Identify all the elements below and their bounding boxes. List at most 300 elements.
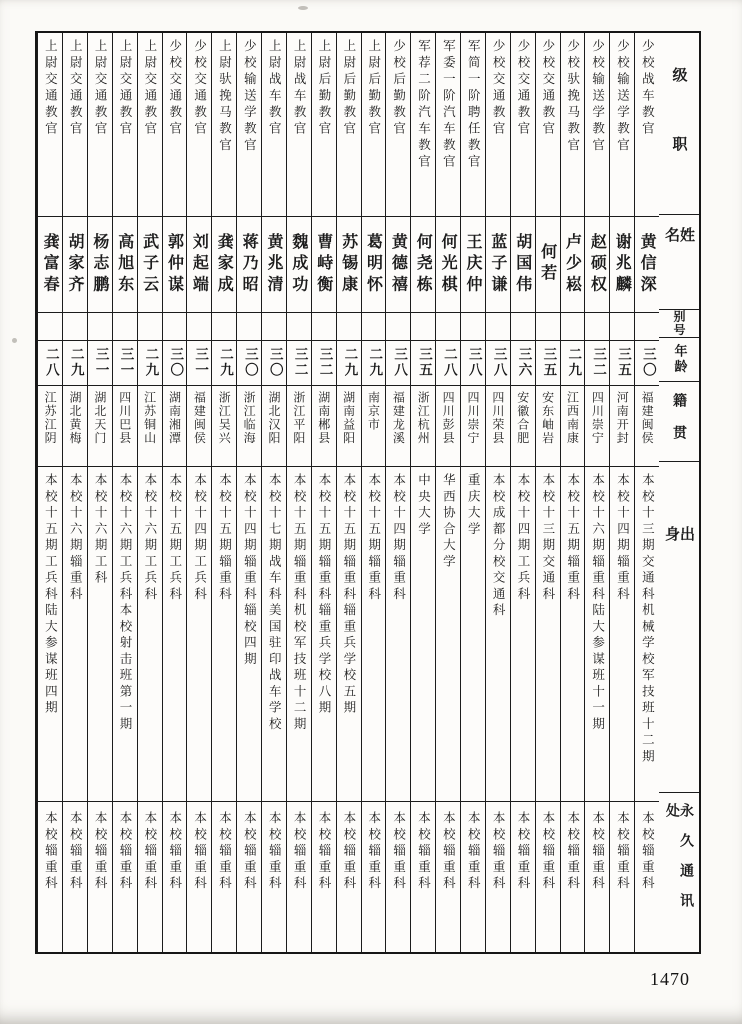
person-native-place: 浙江吴兴 [217,391,232,445]
person-native-place: 湖北天门 [92,391,107,445]
person-age: 三五 [415,347,432,379]
person-column [87,33,112,952]
person-native-place-cell [386,386,410,467]
person-column [336,33,361,952]
person-contact: 本校辎重科 [43,811,59,893]
person-name-cell [511,217,535,313]
person-age-cell [561,341,585,386]
person-name: 谢兆麟 [613,232,633,297]
person-contact: 本校辎重科 [242,811,258,893]
person-age: 三〇 [266,347,283,379]
person-name-cell [610,217,634,313]
person-native-place-cell [212,386,236,467]
person-name-cell [63,217,87,313]
person-origin: 本校十四期工兵科 [515,473,531,603]
scan-speck [12,338,17,343]
person-contact: 本校辎重科 [416,811,432,893]
person-rank: 上尉战车教官 [292,39,308,138]
person-contact-cell [536,802,560,952]
person-origin-cell [635,467,659,802]
person-contact: 本校辎重科 [316,811,332,893]
person-name: 黄兆清 [264,232,284,297]
person-native-place-cell [461,386,485,467]
person-origin: 本校十六期辎重科 [68,473,84,603]
person-name: 高旭东 [115,232,135,297]
person-rank-cell [138,33,162,217]
person-column [361,33,386,952]
person-origin: 本校十五期工兵科陆大参谋班四期 [43,473,59,717]
person-contact: 本校辎重科 [292,811,308,893]
scan-speck [298,6,308,10]
person-name-cell [635,217,659,313]
person-origin: 华西协合大学 [441,473,457,571]
person-alias-cell [486,313,510,341]
person-age: 二九 [341,347,358,379]
person-rank-cell [436,33,460,217]
person-column [236,33,261,952]
person-age: 三一 [92,347,109,379]
person-contact: 本校辎重科 [466,811,482,893]
person-native-place-cell [262,386,286,467]
person-contact-cell [436,802,460,952]
person-name: 卢少崧 [563,232,583,297]
person-native-place-cell [561,386,585,467]
person-name-cell [262,217,286,313]
person-origin: 本校十六期工兵科本校射击班第一期 [117,473,133,733]
person-name-cell [212,217,236,313]
person-contact-cell [113,802,137,952]
person-rank-cell [212,33,236,217]
person-age-cell [113,341,137,386]
person-native-place: 四川崇宁 [590,391,605,445]
person-age: 三八 [465,347,482,379]
person-age: 三二 [291,347,308,379]
person-rank: 上尉驮挽马教官 [217,39,233,155]
person-rank: 上尉战车教官 [267,39,283,138]
person-rank: 上尉交通教官 [117,39,133,138]
person-contact: 本校辎重科 [117,811,133,893]
person-native-place-cell [635,386,659,467]
person-age-cell [436,341,460,386]
person-origin: 本校十四期辎重科辎校四期 [242,473,258,668]
header-name-label: 姓名 [663,226,696,271]
person-contact-cell [461,802,485,952]
person-rank: 少校交通教官 [491,39,507,138]
header-age-label: 年龄 [671,343,687,375]
person-rank-cell [88,33,112,217]
person-contact-cell [287,802,311,952]
person-age-cell [212,341,236,386]
person-rank: 上尉交通教官 [142,39,158,138]
person-rank: 少校交通教官 [167,39,183,138]
person-name-cell [536,217,560,313]
person-column [37,33,62,952]
person-name: 武子云 [140,232,160,297]
person-name-cell [585,217,609,313]
person-age: 三五 [614,347,631,379]
person-contact: 本校辎重科 [540,811,556,893]
person-origin: 本校十五期辎重科机校军技班十二期 [292,473,308,733]
person-origin-cell [386,467,410,802]
person-name-cell [461,217,485,313]
person-native-place-cell [88,386,112,467]
person-rank-cell [486,33,510,217]
person-age-cell [337,341,361,386]
person-contact: 本校辎重科 [93,811,109,893]
person-contact-cell [411,802,435,952]
table-header-column [659,33,699,952]
person-age-cell [287,341,311,386]
person-age: 二九 [366,347,383,379]
person-age-cell [511,341,535,386]
person-origin: 本校十六期工兵科 [142,473,158,603]
person-age: 三八 [391,347,408,379]
person-age-cell [38,341,62,386]
person-native-place: 江西南康 [565,391,580,445]
person-rank: 上尉后勤教官 [316,39,332,138]
person-rank-cell [163,33,187,217]
personnel-table [35,31,701,954]
person-native-place-cell [63,386,87,467]
person-rank: 军荐二阶汽车教官 [416,39,432,171]
person-native-place: 湖北汉阳 [266,391,281,445]
person-native-place: 湖南益阳 [341,391,356,445]
header-native-place-label: 籍贯 [671,393,687,458]
header-alias [659,310,699,338]
person-native-place: 湖北黄梅 [67,391,82,445]
person-contact-cell [635,802,659,952]
person-contact-cell [163,802,187,952]
person-contact-cell [38,802,62,952]
person-column [286,33,311,952]
person-age-cell [237,341,261,386]
person-native-place: 四川巴县 [117,391,132,445]
header-native-place [659,382,699,462]
person-native-place: 四川荣县 [490,391,505,445]
person-contact-cell [486,802,510,952]
person-alias-cell [386,313,410,341]
person-native-place-cell [337,386,361,467]
person-origin: 本校十五期辎重科 [366,473,382,603]
person-contact-cell [386,802,410,952]
person-name-cell [337,217,361,313]
person-age-cell [610,341,634,386]
person-origin: 本校十五期辎重科辎重兵学校八期 [316,473,332,717]
person-name: 曹峙衡 [314,232,334,297]
person-origin-cell [113,467,137,802]
person-origin-cell [163,467,187,802]
person-rank-cell [312,33,336,217]
person-age-cell [411,341,435,386]
person-contact-cell [312,802,336,952]
person-age: 三二 [590,347,607,379]
person-rank: 少校交通教官 [192,39,208,138]
person-origin-cell [486,467,510,802]
header-rank-label: 级职 [670,67,689,206]
person-rank-cell [362,33,386,217]
person-alias-cell [561,313,585,341]
person-name-cell [486,217,510,313]
person-column [162,33,187,952]
person-native-place: 安徽合肥 [515,391,530,445]
person-column [261,33,286,952]
person-age: 二九 [216,347,233,379]
person-origin: 本校十五期工兵科 [167,473,183,603]
person-age: 三五 [540,347,557,379]
person-alias-cell [461,313,485,341]
person-native-place: 湖南郴县 [316,391,331,445]
person-origin-cell [511,467,535,802]
person-name-cell [163,217,187,313]
person-rank: 少校输送学教官 [242,39,258,155]
person-origin-cell [536,467,560,802]
person-native-place-cell [436,386,460,467]
person-rank: 少校战车教官 [640,39,656,138]
person-column [62,33,87,952]
person-origin-cell [312,467,336,802]
person-contact: 本校辎重科 [615,811,631,893]
person-native-place-cell [287,386,311,467]
person-age: 三〇 [241,347,258,379]
person-name: 苏锡康 [339,232,359,297]
person-alias-cell [411,313,435,341]
person-rank: 军简一阶聘任教官 [466,39,482,171]
person-age-cell [163,341,187,386]
person-name: 郭仲谋 [165,232,185,297]
person-origin-cell [461,467,485,802]
person-contact: 本校辎重科 [68,811,84,893]
person-name: 胡国伟 [513,232,533,297]
person-rank-cell [461,33,485,217]
person-age-cell [585,341,609,386]
person-native-place-cell [411,386,435,467]
header-alias-label: 别号 [672,309,686,337]
person-contact-cell [585,802,609,952]
person-name: 龚富春 [41,232,61,297]
person-alias-cell [237,313,261,341]
person-name: 蓝子谦 [488,232,508,297]
person-name: 魏成功 [289,232,309,297]
person-column [535,33,560,952]
person-alias-cell [113,313,137,341]
person-alias-cell [362,313,386,341]
person-age-cell [486,341,510,386]
person-contact: 本校辎重科 [391,811,407,893]
person-native-place: 浙江杭州 [416,391,431,445]
person-name: 葛明怀 [364,232,384,297]
person-rank-cell [337,33,361,217]
person-rank-cell [386,33,410,217]
person-contact: 本校辎重科 [640,811,656,893]
person-name: 王庆仲 [463,232,483,297]
person-name-cell [113,217,137,313]
person-origin-cell [237,467,261,802]
person-native-place: 湖南湘潭 [167,391,182,445]
person-origin-cell [38,467,62,802]
person-origin-cell [337,467,361,802]
person-alias-cell [38,313,62,341]
person-column [410,33,435,952]
header-origin-label: 出身 [663,526,696,666]
person-rank-cell [610,33,634,217]
person-column [137,33,162,952]
person-name: 刘起端 [190,232,210,297]
person-column [186,33,211,952]
person-origin: 本校十四期工兵科 [192,473,208,603]
person-alias-cell [635,313,659,341]
person-rank-cell [38,33,62,217]
person-contact-cell [362,802,386,952]
person-name-cell [436,217,460,313]
person-rank-cell [187,33,211,217]
person-origin-cell [561,467,585,802]
person-rank-cell [561,33,585,217]
person-age-cell [138,341,162,386]
person-age: 二九 [142,347,159,379]
person-name: 杨志鹏 [90,232,110,297]
person-name: 何尧栋 [414,232,434,297]
person-contact: 本校辎重科 [341,811,357,893]
person-origin-cell [362,467,386,802]
person-name-cell [561,217,585,313]
person-column [634,33,659,952]
person-rank: 少校输送学教官 [615,39,631,155]
person-native-place-cell [312,386,336,467]
person-column [510,33,535,952]
person-native-place: 江苏江阴 [43,391,58,445]
header-rank [659,33,699,215]
person-native-place-cell [536,386,560,467]
person-rank-cell [262,33,286,217]
person-native-place-cell [237,386,261,467]
person-rank-cell [585,33,609,217]
person-age-cell [63,341,87,386]
person-native-place-cell [163,386,187,467]
person-column [485,33,510,952]
person-rank: 少校驮挽马教官 [565,39,581,155]
person-column [311,33,336,952]
person-alias-cell [187,313,211,341]
person-column [460,33,485,952]
page-number: 1470 [650,969,690,989]
person-age: 三〇 [167,347,184,379]
person-name-cell [362,217,386,313]
person-origin-cell [138,467,162,802]
person-rank: 上尉交通教官 [93,39,109,138]
person-contact-cell [610,802,634,952]
person-alias-cell [212,313,236,341]
person-age-cell [312,341,336,386]
person-rank: 上尉后勤教官 [341,39,357,138]
person-alias-cell [585,313,609,341]
person-contact-cell [511,802,535,952]
person-origin: 本校十六期工科 [93,473,109,587]
person-contact: 本校辎重科 [565,811,581,893]
person-alias-cell [610,313,634,341]
person-native-place: 福建闽侯 [640,391,655,445]
header-age [659,338,699,383]
person-column [435,33,460,952]
person-age-cell [635,341,659,386]
person-native-place: 南京市 [366,391,381,432]
person-origin-cell [63,467,87,802]
person-name-cell [187,217,211,313]
person-native-place-cell [113,386,137,467]
person-age-cell [362,341,386,386]
person-rank-cell [635,33,659,217]
person-name: 赵硕权 [588,232,608,297]
person-contact: 本校辎重科 [267,811,283,893]
person-age-cell [187,341,211,386]
person-column [385,33,410,952]
person-contact-cell [138,802,162,952]
person-contact-cell [212,802,236,952]
person-alias-cell [312,313,336,341]
person-native-place-cell [38,386,62,467]
person-alias-cell [138,313,162,341]
person-column [112,33,137,952]
person-rank: 少校后勤教官 [391,39,407,138]
person-name: 黄德禧 [389,232,409,297]
person-name: 何光棋 [439,232,459,297]
person-origin: 本校十四期辎重科 [391,473,407,603]
person-origin: 本校十三期交通科机械学校军技班十二期 [640,473,656,766]
person-contact: 本校辎重科 [192,811,208,893]
person-alias-cell [536,313,560,341]
header-name [659,215,699,310]
person-contact: 本校辎重科 [366,811,382,893]
person-native-place: 江苏铜山 [142,391,157,445]
person-alias-cell [262,313,286,341]
person-native-place: 安东岫岩 [540,391,555,445]
person-origin-cell [262,467,286,802]
person-alias-cell [436,313,460,341]
person-rank-cell [63,33,87,217]
person-age: 二九 [565,347,582,379]
person-age: 三〇 [639,347,656,379]
person-origin: 本校成都分校交通科 [491,473,507,620]
person-native-place-cell [138,386,162,467]
person-native-place-cell [511,386,535,467]
person-contact: 本校辎重科 [167,811,183,893]
person-age-cell [386,341,410,386]
person-origin-cell [585,467,609,802]
person-name-cell [237,217,261,313]
person-native-place: 四川彭县 [441,391,456,445]
person-origin: 本校十四期辎重科 [615,473,631,603]
header-origin [659,462,699,793]
person-contact: 本校辎重科 [590,811,606,893]
person-origin: 中央大学 [416,473,432,538]
person-rank: 上尉交通教官 [43,39,59,138]
person-age-cell [262,341,286,386]
person-contact-cell [337,802,361,952]
person-rank: 少校输送学教官 [590,39,606,155]
person-alias-cell [337,313,361,341]
person-name-cell [386,217,410,313]
person-name: 黄信深 [638,232,658,297]
person-age-cell [88,341,112,386]
person-contact: 本校辎重科 [217,811,233,893]
person-name: 龚家成 [215,232,235,297]
person-rank: 上尉后勤教官 [366,39,382,138]
person-origin: 本校十五期辎重科辎重兵学校五期 [341,473,357,717]
person-contact: 本校辎重科 [142,811,158,893]
person-origin-cell [436,467,460,802]
person-contact-cell [63,802,87,952]
person-alias-cell [63,313,87,341]
person-contact-cell [262,802,286,952]
